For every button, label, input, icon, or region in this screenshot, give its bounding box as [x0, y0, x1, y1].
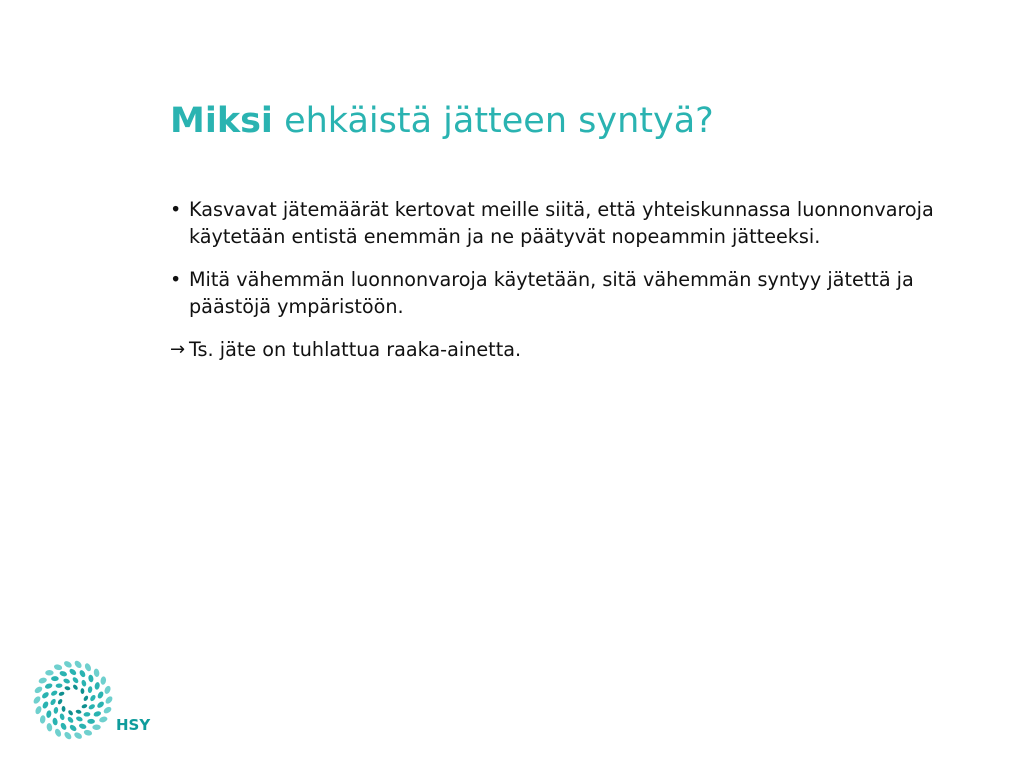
logo-droplet — [88, 703, 96, 710]
logo-droplet — [32, 695, 42, 705]
logo-droplet — [103, 706, 113, 715]
logo-droplet — [45, 670, 53, 676]
logo-droplet — [63, 731, 73, 741]
logo-droplet — [67, 716, 75, 724]
logo-droplet — [93, 710, 102, 717]
logo-droplet — [55, 683, 62, 688]
logo-droplet — [53, 663, 63, 671]
conclusion-text: Ts. jäte on tuhlattua raaka-ainetta. — [189, 338, 522, 361]
logo-droplet — [53, 707, 58, 714]
logo-droplet — [96, 700, 105, 709]
bullet-item — [170, 266, 960, 320]
logo-droplet — [87, 719, 95, 724]
logo-droplet — [51, 676, 59, 681]
logo-droplet — [73, 731, 83, 740]
bullet-text: Kasvavat jätemäärät kertovat meille siitä, että yhteiskunnassa luonnonvaroja käytetään entistä enemmän ja ne päätyvät nopeammin jätteeksi. — [189, 198, 934, 248]
logo-droplet — [33, 685, 43, 694]
logo-droplet — [64, 686, 71, 691]
logo-droplet — [67, 709, 74, 716]
hsy-droplet-swirl-icon — [28, 656, 118, 746]
logo-droplet — [46, 723, 53, 732]
logo-droplet — [50, 690, 58, 697]
logo-droplet — [34, 705, 42, 715]
logo-droplet — [46, 710, 52, 718]
logo-droplet — [97, 690, 105, 699]
logo-droplet — [58, 691, 65, 697]
bullet-marker: • — [170, 268, 182, 291]
arrow-right-icon: → — [170, 339, 186, 360]
bullet-item — [170, 196, 960, 250]
logo-droplet — [98, 716, 108, 724]
logo-droplet — [83, 729, 93, 737]
logo-droplet — [57, 698, 63, 705]
logo-droplet — [103, 685, 111, 695]
logo-droplet — [63, 660, 73, 669]
slide-title — [170, 100, 714, 142]
logo-text: HSY — [116, 716, 151, 734]
logo-droplet — [41, 691, 50, 700]
slide-title-rest: ehkäistä jätteen syntyä? — [284, 101, 714, 141]
logo-droplet — [39, 715, 45, 724]
logo-droplet — [52, 717, 58, 725]
logo-droplet — [75, 716, 83, 723]
conclusion-line — [170, 336, 960, 363]
logo-droplet — [59, 722, 67, 731]
logo-droplet — [80, 688, 84, 694]
logo-droplet — [100, 676, 106, 685]
slide-title-strong: Miksi — [170, 101, 273, 141]
logo-droplet — [68, 668, 77, 677]
logo-droplet — [84, 662, 93, 672]
logo-droplet — [61, 706, 65, 712]
slide-content — [170, 196, 960, 363]
logo-droplet — [38, 677, 48, 685]
logo-droplet — [75, 709, 82, 714]
logo-droplet — [59, 713, 65, 721]
logo-droplet — [104, 695, 114, 705]
logo-droplet — [41, 700, 49, 709]
logo-droplet — [78, 669, 86, 678]
logo-droplet — [93, 668, 100, 677]
logo-droplet — [63, 678, 71, 685]
logo-droplet — [83, 712, 90, 717]
logo-droplet — [59, 670, 68, 677]
logo-droplet — [49, 698, 56, 706]
logo-droplet — [44, 682, 53, 689]
logo-droplet — [83, 695, 89, 702]
logo-droplet — [92, 724, 100, 730]
logo-droplet — [78, 723, 87, 730]
logo-droplet — [81, 703, 88, 709]
logo-droplet — [81, 679, 87, 687]
logo-droplet — [72, 684, 79, 691]
logo-droplet — [69, 724, 78, 733]
bullet-text: Mitä vähemmän luonnonvaroja käytetään, sitä vähemmän syntyy jätettä ja päästöjä ympäristöön. — [189, 268, 914, 318]
bullet-marker: • — [170, 198, 182, 221]
logo-droplet — [89, 694, 96, 702]
logo-droplet — [94, 682, 100, 690]
hsy-logo — [28, 656, 153, 746]
logo-droplet — [73, 659, 83, 669]
logo-droplet — [87, 686, 92, 693]
logo-droplet — [54, 728, 63, 738]
logo-droplet — [88, 674, 94, 682]
logo-droplet — [72, 676, 80, 684]
